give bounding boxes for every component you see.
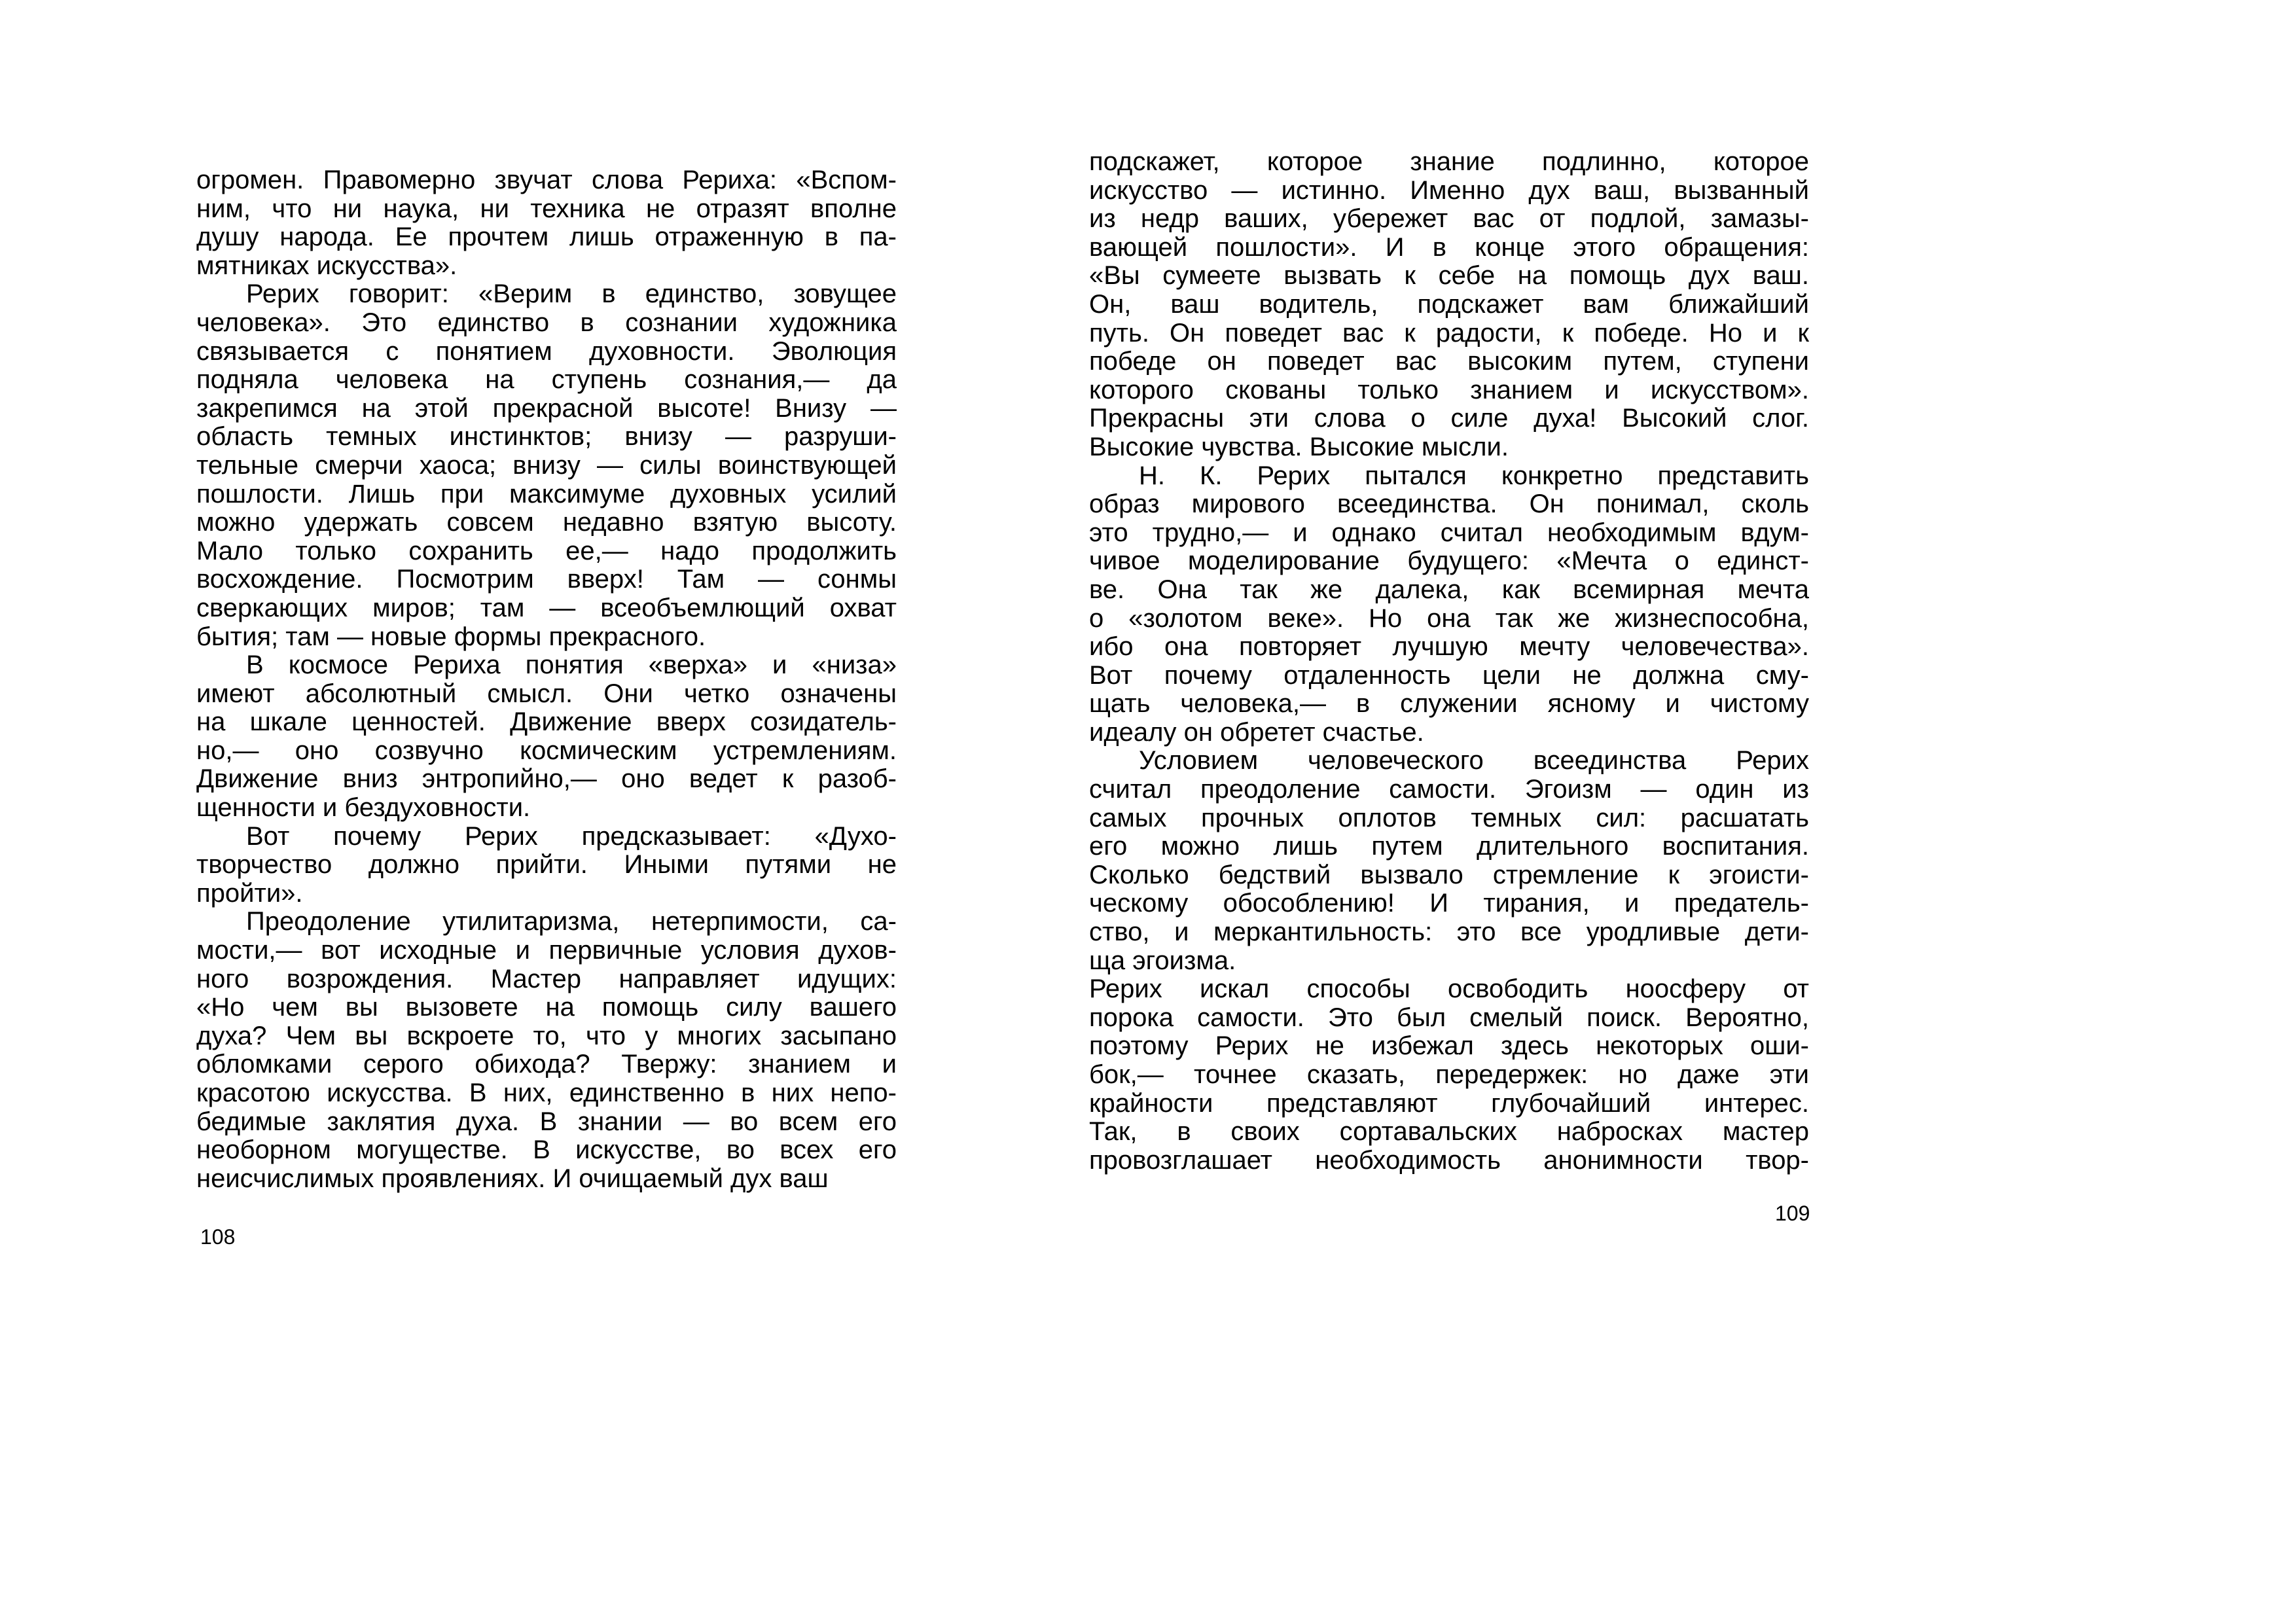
text-line: мятниках искусства». <box>196 251 457 280</box>
text-line: ческому обособлению! И тирания, и предатель- <box>1089 889 1809 918</box>
text-line: на шкале ценностей. Движение вверх созидатель- <box>196 707 897 737</box>
text-line: Прекрасны эти слова о силе духа! Высокий слог. <box>1089 404 1809 433</box>
text-line: восхождение. Посмотрим вверх! Там — сонмы <box>196 565 897 594</box>
text-line: победе он поведет вас высоким путем, ступени <box>1089 347 1809 376</box>
text-line: В космосе Рериха понятия «верха» и «низа» <box>246 651 897 680</box>
text-line: о «золотом веке». Но она так же жизнеспособна, <box>1089 603 1809 633</box>
text-line: Движение вниз энтропийно,— оно ведет к разоб- <box>196 764 897 794</box>
text-line: человека». Это единство в сознании художника <box>196 308 897 337</box>
text-line: ство, и меркантильность: это все уродливые дети- <box>1089 918 1809 947</box>
text-line: Рерих говорит: «Верим в единство, зовущее <box>246 279 897 309</box>
text-line: самых прочных оплотов темных сил: расшатать <box>1089 803 1809 832</box>
text-line: имеют абсолютный смысл. Они четко означены <box>196 679 897 708</box>
text-line: поэтому Рерих не избежал здесь некоторых оши- <box>1089 1031 1809 1061</box>
left-page-number: 108 <box>200 1225 236 1249</box>
text-line: Сколько бедствий вызвало стремление к эгоисти- <box>1089 860 1809 889</box>
text-line: искусство — истинно. Именно дух ваш, вызванный <box>1089 175 1809 205</box>
text-line: душу народа. Ее прочтем лишь отраженную в па- <box>196 223 897 252</box>
text-line: сверкающих миров; там — всеобъемлющий охват <box>196 593 897 622</box>
text-line: крайности представляют глубочайший интерес. <box>1089 1088 1809 1118</box>
text-line: тельные смерчи хаоса; внизу — силы воинствующей <box>196 450 897 480</box>
text-line: Так, в своих сортавальских набросках мастер <box>1089 1117 1809 1147</box>
right-page-text <box>1089 148 1809 1175</box>
text-line: путь. Он поведет вас к радости, к победе. Но и к <box>1089 318 1809 348</box>
text-line: неисчислимых проявлениях. И очищаемый дух ваш <box>196 1164 829 1193</box>
text-line: щенности и бездуховности. <box>196 793 531 823</box>
text-line: которого скованы только знанием и искусством». <box>1089 375 1809 404</box>
text-line: порока самости. Это был смелый поиск. Вероятно, <box>1089 1003 1809 1032</box>
text-line: подняла человека на ступень сознания,— да <box>196 365 897 395</box>
text-line: творчество должно прийти. Иными путями не <box>196 850 897 880</box>
text-line: красотою искусства. В них, единственно в них непо- <box>196 1079 897 1107</box>
text-line: Рерих искал способы освободить ноосферу от <box>1089 974 1809 1004</box>
text-line: бок,— точнее сказать, передержек: но даже эти <box>1089 1060 1809 1089</box>
text-line: его можно лишь путем длительного воспитания. <box>1089 832 1809 861</box>
text-line: закрепимся на этой прекрасной высоте! Внизу — <box>196 393 897 423</box>
text-line: из недр ваших, убережет вас от подлой, замазы- <box>1089 204 1809 234</box>
text-line: чивое моделирование будущего: «Мечта о единст- <box>1089 546 1809 576</box>
text-line: провозглашает необходимость анонимности твор- <box>1089 1145 1809 1175</box>
text-line: область темных инстинктов; внизу — разруши- <box>196 422 897 452</box>
text-line: пошлости. Лишь при максимуме духовных усилий <box>196 479 897 508</box>
text-line: можно удержать совсем недавно взятую высоту. <box>196 508 897 537</box>
text-line: ща эгоизма. <box>1089 946 1236 975</box>
text-line: но,— оно созвучно космическим устремлениям. <box>196 736 897 765</box>
text-line: мости,— вот исходные и первичные условия духов- <box>196 936 897 965</box>
text-line: духа? Чем вы вскроете то, что у многих засыпано <box>196 1021 897 1050</box>
text-line: «Но чем вы вызовете на помощь силу вашего <box>196 993 897 1022</box>
text-line: Он, ваш водитель, подскажет вам ближайший <box>1089 289 1809 319</box>
text-line: Н. К. Рерих пытался конкретно представить <box>1139 461 1809 490</box>
text-line: ве. Она так же далека, как всемирная мечта <box>1089 575 1809 604</box>
text-line: Вот почему Рерих предсказывает: «Духо- <box>246 821 897 851</box>
text-line: «Вы сумеете вызвать к себе на помощь дух ваш. <box>1089 261 1809 291</box>
text-line: обломками серого обихода? Твержу: знанием и <box>196 1050 897 1079</box>
text-line: бытия; там — новые формы прекрасного. <box>196 622 706 651</box>
text-line: ного возрождения. Мастер направляет идущих: <box>196 964 897 993</box>
text-line: ним, что ни наука, ни техника не отразят вполне <box>196 194 897 223</box>
text-line: образ мирового всеединства. Он понимал, сколь <box>1089 490 1809 519</box>
text-line: Вот почему отдаленность цели не должна сму- <box>1089 660 1809 690</box>
text-line: ибо она повторяет лучшую мечту человечества». <box>1089 632 1809 662</box>
text-line: необорном могуществе. В искусстве, во всех его <box>196 1135 897 1165</box>
text-line: Условием человеческого всеединства Рерих <box>1139 746 1809 776</box>
text-line: подскажет, которое знание подлинно, которое <box>1089 147 1809 176</box>
text-line: огромен. Правомерно звучат слова Рериха: «Вспом- <box>196 166 897 194</box>
left-page-text <box>196 166 897 1193</box>
text-line: это трудно,— и однако считал необходимым вдум- <box>1089 518 1809 547</box>
text-line: Преодоление утилитаризма, нетерпимости, са- <box>246 907 897 936</box>
text-line: щать человека,— в служении ясному и чистому <box>1089 689 1809 719</box>
text-line: Высокие чувства. Высокие мысли. <box>1089 432 1509 461</box>
text-line: пройти». <box>196 878 303 908</box>
right-page-number: 109 <box>1775 1202 1810 1225</box>
text-line: связывается с понятием духовности. Эволюция <box>196 336 897 366</box>
text-line: Мало только сохранить ее,— надо продолжить <box>196 536 897 565</box>
text-line: вающей пошлости». И в конце этого обращения: <box>1089 232 1809 262</box>
text-line: бедимые заклятия духа. В знании — во всем его <box>196 1107 897 1136</box>
text-line: считал преодоление самости. Эгоизм — один из <box>1089 775 1809 804</box>
text-line: идеалу он обретет счастье. <box>1089 717 1424 747</box>
